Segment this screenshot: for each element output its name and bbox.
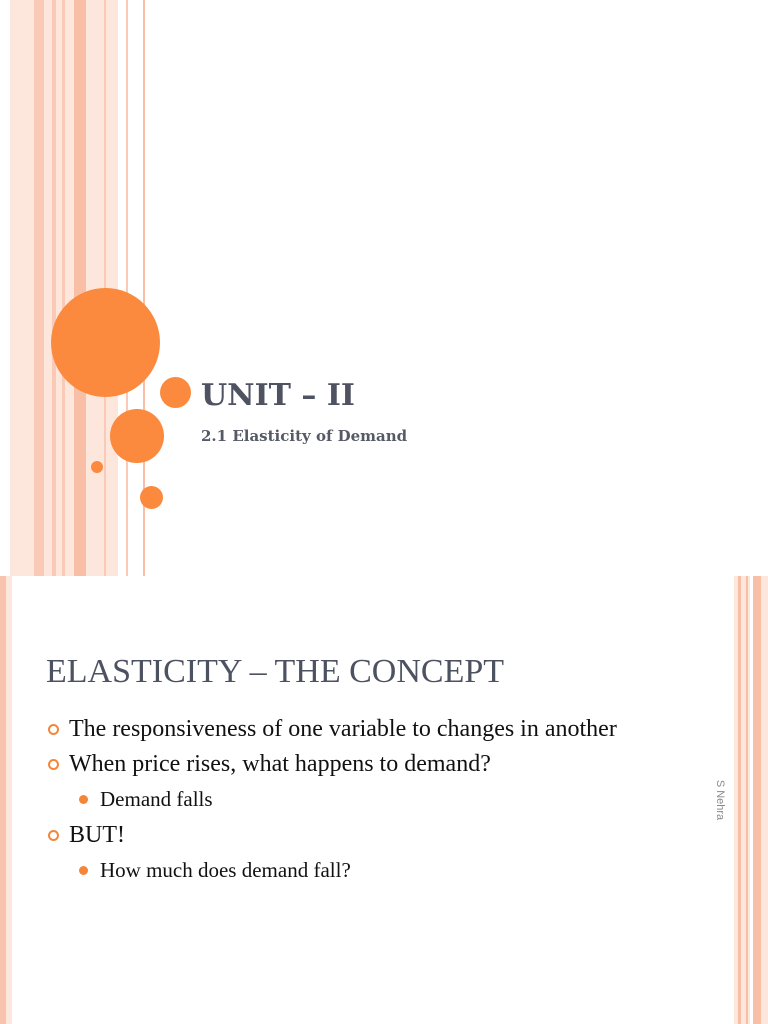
decorative-stripe xyxy=(62,0,65,576)
decorative-stripe xyxy=(34,0,44,576)
bullet-item xyxy=(46,716,686,743)
bullet-list xyxy=(46,716,686,893)
decorative-stripe xyxy=(753,576,761,1024)
slide-subtitle: 2.1 Elasticity of Demand xyxy=(201,427,408,445)
large-circle-icon xyxy=(51,288,160,397)
decorative-stripe xyxy=(746,576,748,1024)
sub-bullet-text: Demand falls xyxy=(100,787,213,811)
ring-bullet-icon xyxy=(48,724,59,735)
small-circle-icon xyxy=(160,377,191,408)
tiny-circle-icon xyxy=(91,461,103,473)
decorative-stripe xyxy=(74,0,86,576)
dot-bullet-icon xyxy=(79,795,88,804)
bullet-text: The responsiveness of one variable to changes in another xyxy=(69,716,617,742)
slide-title: UNIT – II xyxy=(201,378,355,413)
decorative-stripe xyxy=(52,0,56,576)
bullet-item xyxy=(46,822,686,849)
bullet-item xyxy=(46,751,686,778)
author-label: S Nehra xyxy=(714,779,726,821)
sub-bullet-item xyxy=(46,857,686,884)
bullet-text: BUT! xyxy=(69,822,125,848)
dot-bullet-icon xyxy=(79,866,88,875)
ring-bullet-icon xyxy=(48,830,59,841)
sub-bullet-text: How much does demand fall? xyxy=(100,858,351,882)
slide-heading: ELASTICITY – THE CONCEPT xyxy=(46,653,505,690)
small-circle-icon xyxy=(140,486,163,509)
decorative-stripe xyxy=(6,576,12,1024)
bullet-text: When price rises, what happens to demand? xyxy=(69,751,491,777)
ring-bullet-icon xyxy=(48,759,59,770)
sub-bullet-item xyxy=(46,786,686,813)
decorative-stripe xyxy=(761,576,768,1024)
decorative-stripe xyxy=(126,0,128,576)
medium-circle-icon xyxy=(110,409,164,463)
